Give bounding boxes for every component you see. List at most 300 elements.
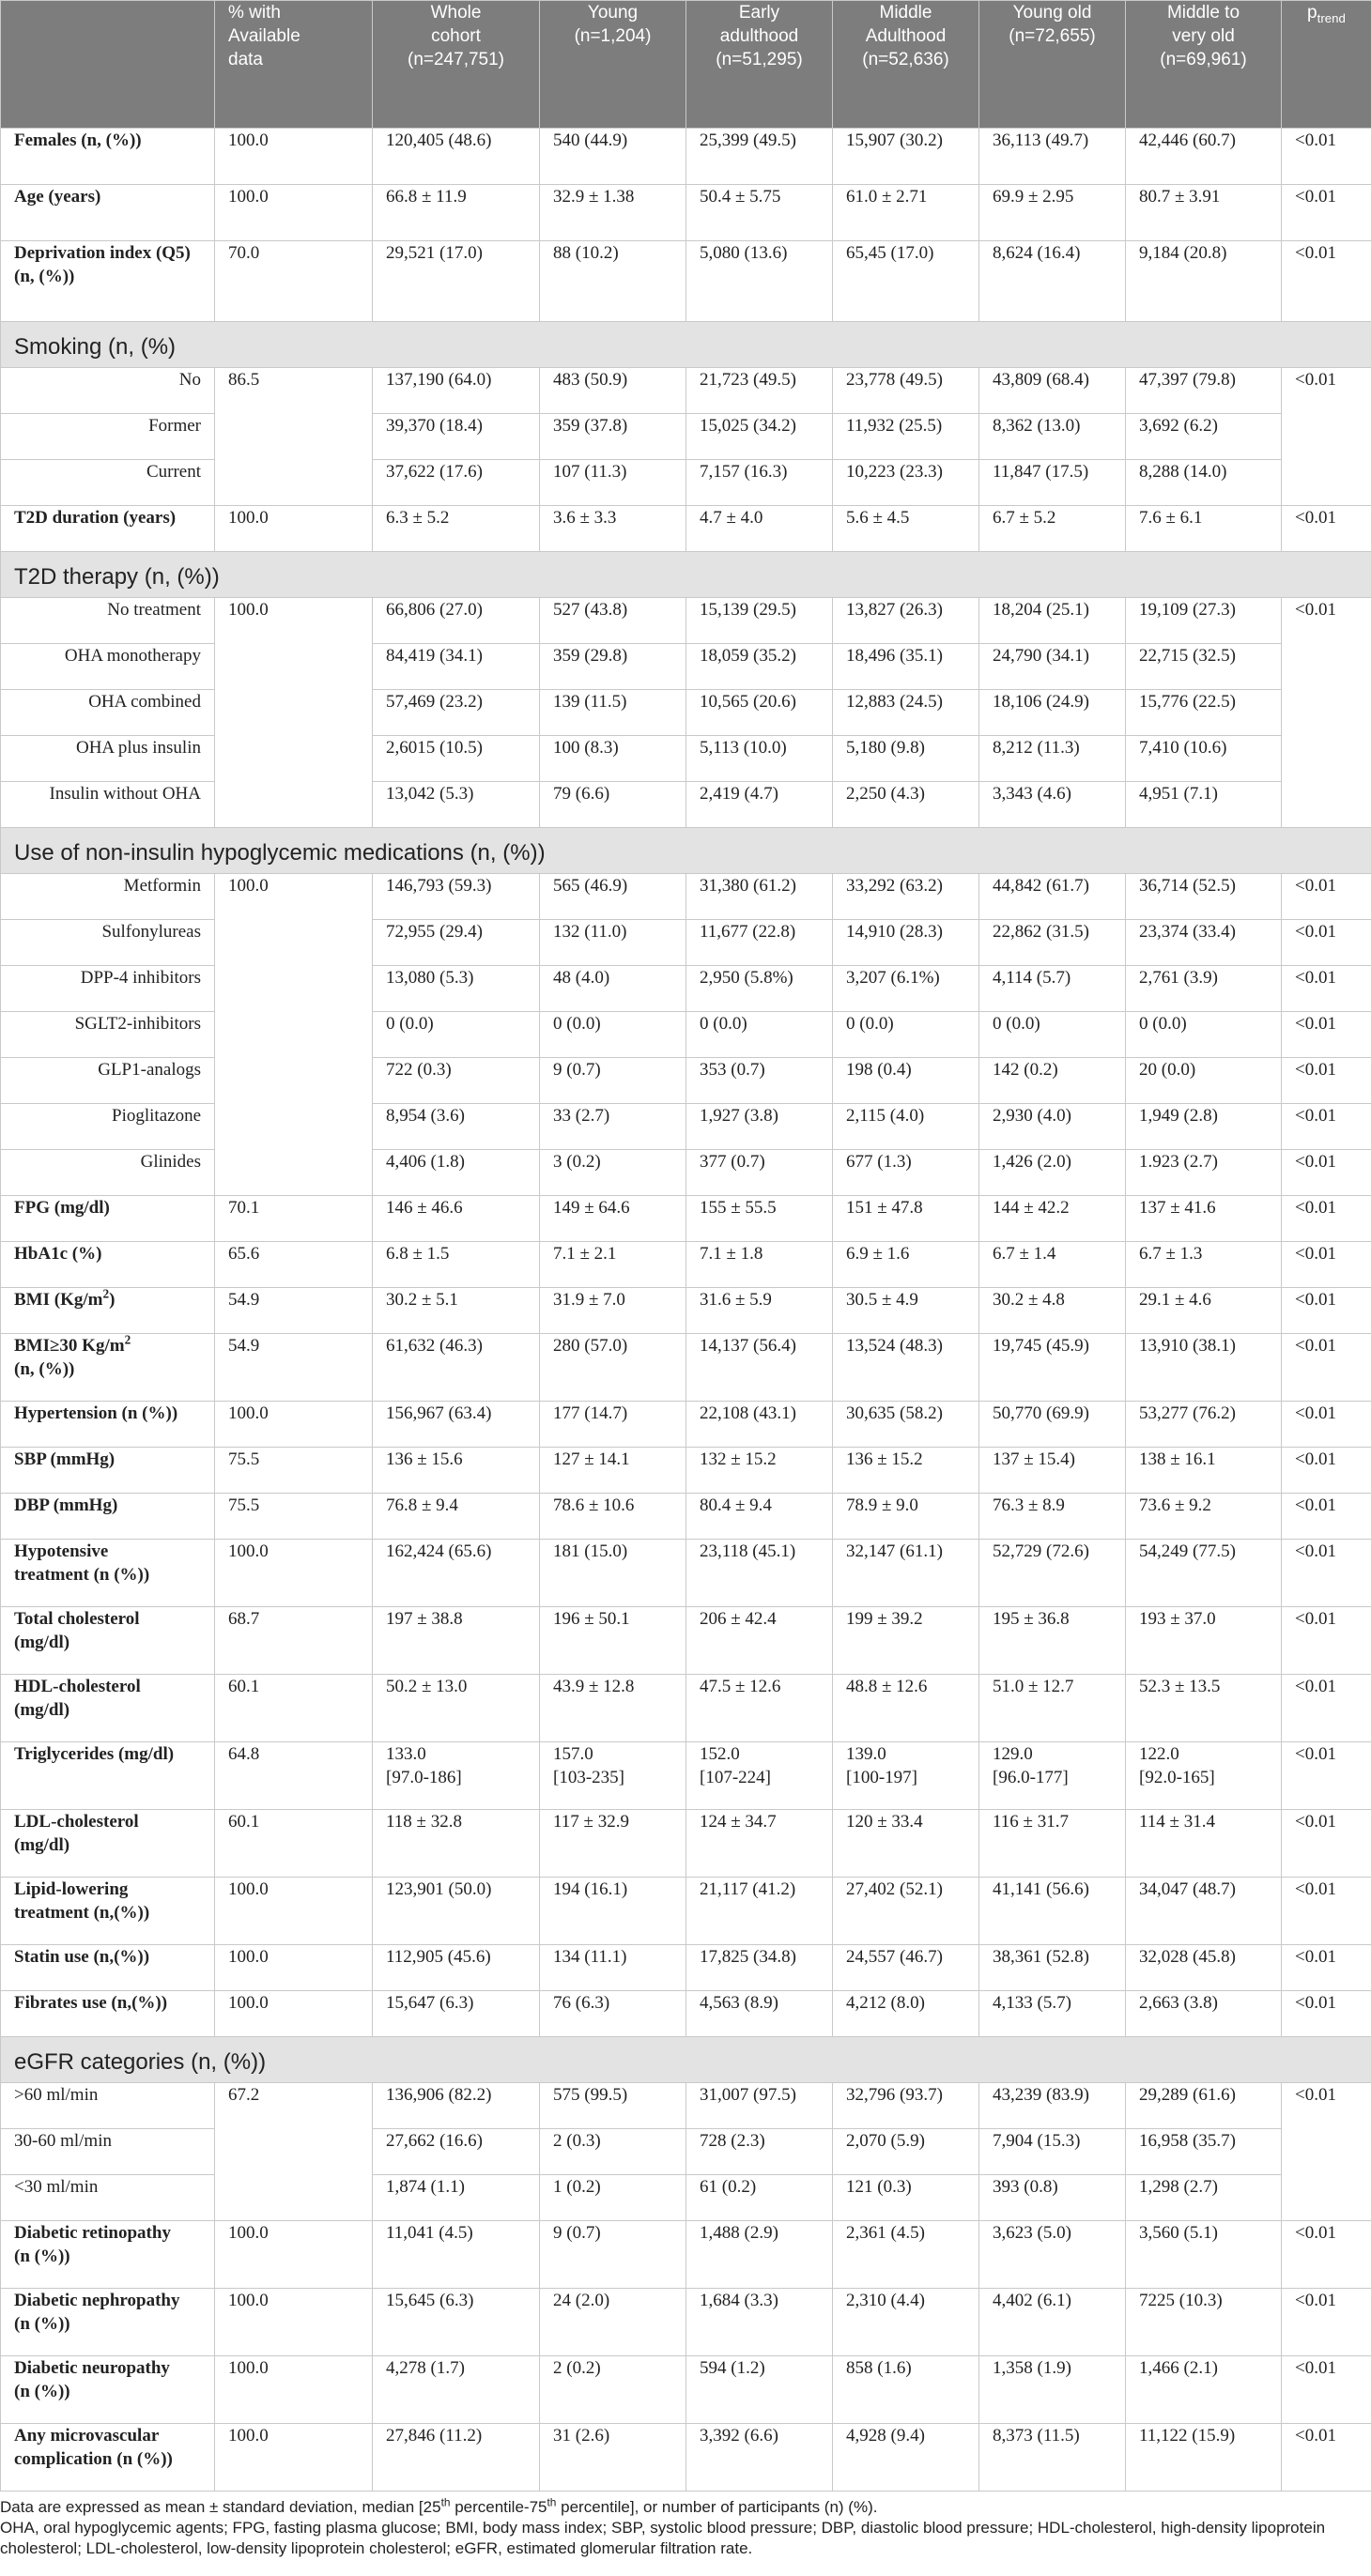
column-header-c8: $p_{trend}$ bbox=[1282, 1, 1371, 129]
table-row bbox=[1, 874, 1371, 920]
availability-cell: 100.0 bbox=[215, 1945, 373, 1991]
value-cell: 80.4 ± 9.4 bbox=[686, 1494, 833, 1540]
footnote-line: OHA, oral hypoglycemic agents; FPG, fasting plasma glucose; BMI, body mass index; SBP, systolic blood pressure; DBP, diastolic blood pressure; HDL-cholesterol, high-density lipoprotein bbox=[0, 2519, 1326, 2537]
value-cell: 136 ± 15.2 bbox=[833, 1448, 979, 1494]
value-cell: 1,466 (2.1) bbox=[1126, 2356, 1282, 2424]
table-row bbox=[1, 690, 1371, 736]
value-cell: 38,361 (52.8) bbox=[979, 1945, 1126, 1991]
value-cell: 47.5 ± 12.6 bbox=[686, 1675, 833, 1742]
availability-cell: 100.0 bbox=[215, 1402, 373, 1448]
value-cell: 41,141 (56.6) bbox=[979, 1878, 1126, 1945]
value-cell: 23,374 (33.4) bbox=[1126, 920, 1282, 966]
table-row bbox=[1, 644, 1371, 690]
section-header bbox=[1, 552, 1371, 598]
value-cell: 195 ± 36.8 bbox=[979, 1607, 1126, 1675]
value-cell: 5,080 (13.6) bbox=[686, 241, 833, 322]
value-cell: 6.8 ± 1.5 bbox=[373, 1242, 540, 1288]
value-cell: 16,958 (35.7) bbox=[1126, 2129, 1282, 2175]
value-cell: 728 (2.3) bbox=[686, 2129, 833, 2175]
row-label: LDL-cholesterol (mg/dl) bbox=[1, 1810, 215, 1878]
p-trend-cell: <0.01 bbox=[1282, 368, 1371, 506]
value-cell: 177 (14.7) bbox=[540, 1402, 686, 1448]
p-trend-cell: <0.01 bbox=[1282, 1196, 1371, 1242]
availability-cell: 75.5 bbox=[215, 1494, 373, 1540]
table-row bbox=[1, 368, 1371, 414]
value-cell: 7,904 (15.3) bbox=[979, 2129, 1126, 2175]
row-label: Females (n, (%)) bbox=[1, 129, 215, 185]
value-cell: 1,298 (2.7) bbox=[1126, 2175, 1282, 2221]
p-trend-cell: <0.01 bbox=[1282, 1540, 1371, 1607]
column-header-c6: Young old (n=72,655) bbox=[979, 1, 1126, 129]
value-cell: 21,117 (41.2) bbox=[686, 1878, 833, 1945]
row-label: OHA plus insulin bbox=[1, 736, 215, 782]
value-cell: 112,905 (45.6) bbox=[373, 1945, 540, 1991]
table-row bbox=[1, 1742, 1371, 1810]
p-trend-cell: <0.01 bbox=[1282, 2356, 1371, 2424]
value-cell: 4,951 (7.1) bbox=[1126, 782, 1282, 828]
value-cell: 15,645 (6.3) bbox=[373, 2289, 540, 2356]
value-cell: 6.7 ± 1.3 bbox=[1126, 1242, 1282, 1288]
value-cell: 61,632 (46.3) bbox=[373, 1334, 540, 1402]
p-trend-cell: <0.01 bbox=[1282, 2289, 1371, 2356]
p-trend-cell: <0.01 bbox=[1282, 1334, 1371, 1402]
value-cell: 151 ± 47.8 bbox=[833, 1196, 979, 1242]
value-cell: 138 ± 16.1 bbox=[1126, 1448, 1282, 1494]
value-cell: 73.6 ± 9.2 bbox=[1126, 1494, 1282, 1540]
value-cell: 80.7 ± 3.91 bbox=[1126, 185, 1282, 241]
p-trend-cell: <0.01 bbox=[1282, 1494, 1371, 1540]
row-label: BMI≥30 $Kg/m^2$ (n, (%)) bbox=[1, 1334, 215, 1402]
value-cell: 31.6 ± 5.9 bbox=[686, 1288, 833, 1334]
p-trend-cell: <0.01 bbox=[1282, 1402, 1371, 1448]
value-cell: 2 (0.2) bbox=[540, 2356, 686, 2424]
value-cell: 18,204 (25.1) bbox=[979, 598, 1126, 644]
value-cell: 7.6 ± 6.1 bbox=[1126, 506, 1282, 552]
value-cell: 6.7 ± 5.2 bbox=[979, 506, 1126, 552]
value-cell: 27,846 (11.2) bbox=[373, 2424, 540, 2492]
value-cell: 136 ± 15.6 bbox=[373, 1448, 540, 1494]
availability-cell: 54.9 bbox=[215, 1334, 373, 1402]
row-label: Metformin bbox=[1, 874, 215, 920]
table-footnotes bbox=[0, 2497, 1371, 2559]
p-trend-cell: <0.01 bbox=[1282, 506, 1371, 552]
value-cell: 575 (99.5) bbox=[540, 2083, 686, 2129]
table-row bbox=[1, 1012, 1371, 1058]
value-cell: 7,157 (16.3) bbox=[686, 460, 833, 506]
availability-cell: 100.0 bbox=[215, 598, 373, 828]
value-cell: 121 (0.3) bbox=[833, 2175, 979, 2221]
row-label: Lipid-lowering treatment (n,(%)) bbox=[1, 1878, 215, 1945]
row-label: Hypertension (n (%)) bbox=[1, 1402, 215, 1448]
value-cell: 359 (29.8) bbox=[540, 644, 686, 690]
value-cell: 61 (0.2) bbox=[686, 2175, 833, 2221]
value-cell: 527 (43.8) bbox=[540, 598, 686, 644]
value-cell: 53,277 (76.2) bbox=[1126, 1402, 1282, 1448]
row-label: Insulin without OHA bbox=[1, 782, 215, 828]
value-cell: 393 (0.8) bbox=[979, 2175, 1126, 2221]
availability-cell: 60.1 bbox=[215, 1810, 373, 1878]
p-trend-cell: <0.01 bbox=[1282, 1991, 1371, 2037]
value-cell: 39,370 (18.4) bbox=[373, 414, 540, 460]
value-cell: 133.0 [97.0-186] bbox=[373, 1742, 540, 1810]
value-cell: 33,292 (63.2) bbox=[833, 874, 979, 920]
value-cell: 2,250 (4.3) bbox=[833, 782, 979, 828]
value-cell: 156,967 (63.4) bbox=[373, 1402, 540, 1448]
header-row bbox=[1, 1, 1371, 129]
row-label: HDL-cholesterol (mg/dl) bbox=[1, 1675, 215, 1742]
value-cell: 117 ± 32.9 bbox=[540, 1810, 686, 1878]
value-cell: 2,761 (3.9) bbox=[1126, 966, 1282, 1012]
p-trend-cell: <0.01 bbox=[1282, 920, 1371, 966]
value-cell: 61.0 ± 2.71 bbox=[833, 185, 979, 241]
table-row bbox=[1, 782, 1371, 828]
value-cell: 15,139 (29.5) bbox=[686, 598, 833, 644]
value-cell: 11,041 (4.5) bbox=[373, 2221, 540, 2289]
value-cell: 31 (2.6) bbox=[540, 2424, 686, 2492]
row-label: Diabetic neuropathy (n (%)) bbox=[1, 2356, 215, 2424]
row-label: OHA monotherapy bbox=[1, 644, 215, 690]
value-cell: 144 ± 42.2 bbox=[979, 1196, 1126, 1242]
value-cell: 30.5 ± 4.9 bbox=[833, 1288, 979, 1334]
value-cell: 78.6 ± 10.6 bbox=[540, 1494, 686, 1540]
value-cell: 4,402 (6.1) bbox=[979, 2289, 1126, 2356]
value-cell: 1,488 (2.9) bbox=[686, 2221, 833, 2289]
value-cell: 152.0 [107-224] bbox=[686, 1742, 833, 1810]
availability-cell: 100.0 bbox=[215, 2424, 373, 2492]
value-cell: 280 (57.0) bbox=[540, 1334, 686, 1402]
availability-cell: 100.0 bbox=[215, 129, 373, 185]
row-label: Age (years) bbox=[1, 185, 215, 241]
value-cell: 116 ± 31.7 bbox=[979, 1810, 1126, 1878]
value-cell: 2,663 (3.8) bbox=[1126, 1991, 1282, 2037]
value-cell: 2,070 (5.9) bbox=[833, 2129, 979, 2175]
value-cell: 84,419 (34.1) bbox=[373, 644, 540, 690]
value-cell: 3,392 (6.6) bbox=[686, 2424, 833, 2492]
table-row bbox=[1, 2289, 1371, 2356]
availability-cell: 60.1 bbox=[215, 1675, 373, 1742]
value-cell: 52.3 ± 13.5 bbox=[1126, 1675, 1282, 1742]
value-cell: 677 (1.3) bbox=[833, 1150, 979, 1196]
section-title: eGFR categories (n, (%)) bbox=[1, 2037, 1371, 2083]
value-cell: 30.2 ± 4.8 bbox=[979, 1288, 1126, 1334]
value-cell: 157.0 [103-235] bbox=[540, 1742, 686, 1810]
value-cell: 13,827 (26.3) bbox=[833, 598, 979, 644]
value-cell: 136,906 (82.2) bbox=[373, 2083, 540, 2129]
row-label: Statin use (n,(%)) bbox=[1, 1945, 215, 1991]
value-cell: 0 (0.0) bbox=[373, 1012, 540, 1058]
value-cell: 3,692 (6.2) bbox=[1126, 414, 1282, 460]
value-cell: 76.8 ± 9.4 bbox=[373, 1494, 540, 1540]
value-cell: 31,380 (61.2) bbox=[686, 874, 833, 920]
value-cell: 196 ± 50.1 bbox=[540, 1607, 686, 1675]
value-cell: 0 (0.0) bbox=[979, 1012, 1126, 1058]
value-cell: 22,862 (31.5) bbox=[979, 920, 1126, 966]
p-trend-cell: <0.01 bbox=[1282, 2083, 1371, 2221]
table-row bbox=[1, 2356, 1371, 2424]
value-cell: 57,469 (23.2) bbox=[373, 690, 540, 736]
value-cell: 142 (0.2) bbox=[979, 1058, 1126, 1104]
value-cell: 29,289 (61.6) bbox=[1126, 2083, 1282, 2129]
row-label: Diabetic nephropathy (n (%)) bbox=[1, 2289, 215, 2356]
p-trend-cell: <0.01 bbox=[1282, 2424, 1371, 2492]
p-trend-cell: <0.01 bbox=[1282, 1242, 1371, 1288]
table-row bbox=[1, 598, 1371, 644]
availability-cell: 70.0 bbox=[215, 241, 373, 322]
table-row bbox=[1, 1196, 1371, 1242]
value-cell: 15,647 (6.3) bbox=[373, 1991, 540, 2037]
value-cell: 4,406 (1.8) bbox=[373, 1150, 540, 1196]
row-label: 30-60 ml/min bbox=[1, 2129, 215, 2175]
row-label: Glinides bbox=[1, 1150, 215, 1196]
value-cell: 52,729 (72.6) bbox=[979, 1540, 1126, 1607]
value-cell: 36,714 (52.5) bbox=[1126, 874, 1282, 920]
value-cell: 194 (16.1) bbox=[540, 1878, 686, 1945]
value-cell: 88 (10.2) bbox=[540, 241, 686, 322]
value-cell: 199 ± 39.2 bbox=[833, 1607, 979, 1675]
value-cell: 137 ± 15.4) bbox=[979, 1448, 1126, 1494]
p-trend-cell: <0.01 bbox=[1282, 598, 1371, 828]
value-cell: 11,122 (15.9) bbox=[1126, 2424, 1282, 2492]
value-cell: 377 (0.7) bbox=[686, 1150, 833, 1196]
table-row bbox=[1, 1878, 1371, 1945]
table-row bbox=[1, 460, 1371, 506]
value-cell: 1,684 (3.3) bbox=[686, 2289, 833, 2356]
p-trend-cell: <0.01 bbox=[1282, 1878, 1371, 1945]
value-cell: 2,950 (5.8%) bbox=[686, 966, 833, 1012]
value-cell: 48.8 ± 12.6 bbox=[833, 1675, 979, 1742]
value-cell: 540 (44.9) bbox=[540, 129, 686, 185]
value-cell: 13,080 (5.3) bbox=[373, 966, 540, 1012]
value-cell: 134 (11.1) bbox=[540, 1945, 686, 1991]
value-cell: 13,524 (48.3) bbox=[833, 1334, 979, 1402]
value-cell: 198 (0.4) bbox=[833, 1058, 979, 1104]
value-cell: 18,496 (35.1) bbox=[833, 644, 979, 690]
value-cell: 31.9 ± 7.0 bbox=[540, 1288, 686, 1334]
value-cell: 19,745 (45.9) bbox=[979, 1334, 1126, 1402]
value-cell: 3,560 (5.1) bbox=[1126, 2221, 1282, 2289]
value-cell: 162,424 (65.6) bbox=[373, 1540, 540, 1607]
value-cell: 123,901 (50.0) bbox=[373, 1878, 540, 1945]
p-trend-cell: <0.01 bbox=[1282, 1104, 1371, 1150]
value-cell: 1,874 (1.1) bbox=[373, 2175, 540, 2221]
column-header-c4: Early adulthood (n=51,295) bbox=[686, 1, 833, 129]
value-cell: 114 ± 31.4 bbox=[1126, 1810, 1282, 1878]
value-cell: 14,137 (56.4) bbox=[686, 1334, 833, 1402]
value-cell: 565 (46.9) bbox=[540, 874, 686, 920]
value-cell: 15,907 (30.2) bbox=[833, 129, 979, 185]
value-cell: 6.9 ± 1.6 bbox=[833, 1242, 979, 1288]
value-cell: 8,212 (11.3) bbox=[979, 736, 1126, 782]
row-label: SGLT2-inhibitors bbox=[1, 1012, 215, 1058]
value-cell: 17,825 (34.8) bbox=[686, 1945, 833, 1991]
value-cell: 139 (11.5) bbox=[540, 690, 686, 736]
value-cell: 18,059 (35.2) bbox=[686, 644, 833, 690]
value-cell: 19,109 (27.3) bbox=[1126, 598, 1282, 644]
table-row bbox=[1, 1402, 1371, 1448]
value-cell: 1,358 (1.9) bbox=[979, 2356, 1126, 2424]
table-row bbox=[1, 920, 1371, 966]
value-cell: 3.6 ± 3.3 bbox=[540, 506, 686, 552]
value-cell: 32,796 (93.7) bbox=[833, 2083, 979, 2129]
value-cell: 50.2 ± 13.0 bbox=[373, 1675, 540, 1742]
table-row bbox=[1, 185, 1371, 241]
value-cell: 15,776 (22.5) bbox=[1126, 690, 1282, 736]
value-cell: 24,790 (34.1) bbox=[979, 644, 1126, 690]
value-cell: 132 ± 15.2 bbox=[686, 1448, 833, 1494]
value-cell: 27,662 (16.6) bbox=[373, 2129, 540, 2175]
row-label: <30 ml/min bbox=[1, 2175, 215, 2221]
value-cell: 8,362 (13.0) bbox=[979, 414, 1126, 460]
value-cell: 107 (11.3) bbox=[540, 460, 686, 506]
availability-cell: 100.0 bbox=[215, 2356, 373, 2424]
table-row bbox=[1, 2129, 1371, 2175]
value-cell: 7225 (10.3) bbox=[1126, 2289, 1282, 2356]
value-cell: 8,373 (11.5) bbox=[979, 2424, 1126, 2492]
table-row bbox=[1, 1242, 1371, 1288]
value-cell: 722 (0.3) bbox=[373, 1058, 540, 1104]
value-cell: 124 ± 34.7 bbox=[686, 1810, 833, 1878]
value-cell: 4,278 (1.7) bbox=[373, 2356, 540, 2424]
availability-cell: 100.0 bbox=[215, 2289, 373, 2356]
value-cell: 7,410 (10.6) bbox=[1126, 736, 1282, 782]
table-row bbox=[1, 414, 1371, 460]
value-cell: 48 (4.0) bbox=[540, 966, 686, 1012]
value-cell: 36,113 (49.7) bbox=[979, 129, 1126, 185]
value-cell: 359 (37.8) bbox=[540, 414, 686, 460]
availability-cell: 54.9 bbox=[215, 1288, 373, 1334]
value-cell: 8,288 (14.0) bbox=[1126, 460, 1282, 506]
value-cell: 23,778 (49.5) bbox=[833, 368, 979, 414]
table-row bbox=[1, 241, 1371, 322]
value-cell: 0 (0.0) bbox=[1126, 1012, 1282, 1058]
p-trend-cell: <0.01 bbox=[1282, 1945, 1371, 1991]
p-trend-cell: <0.01 bbox=[1282, 241, 1371, 322]
p-trend-cell: <0.01 bbox=[1282, 874, 1371, 920]
value-cell: 11,847 (17.5) bbox=[979, 460, 1126, 506]
value-cell: 14,910 (28.3) bbox=[833, 920, 979, 966]
value-cell: 0 (0.0) bbox=[686, 1012, 833, 1058]
value-cell: 4,133 (5.7) bbox=[979, 1991, 1126, 2037]
value-cell: 24 (2.0) bbox=[540, 2289, 686, 2356]
p-trend-cell: <0.01 bbox=[1282, 1058, 1371, 1104]
value-cell: 2,6015 (10.5) bbox=[373, 736, 540, 782]
p-trend-cell: <0.01 bbox=[1282, 129, 1371, 185]
value-cell: 15,025 (34.2) bbox=[686, 414, 833, 460]
value-cell: 10,223 (23.3) bbox=[833, 460, 979, 506]
value-cell: 42,446 (60.7) bbox=[1126, 129, 1282, 185]
value-cell: 149 ± 64.6 bbox=[540, 1196, 686, 1242]
value-cell: 4,114 (5.7) bbox=[979, 966, 1126, 1012]
value-cell: 2,419 (4.7) bbox=[686, 782, 833, 828]
column-header-c0 bbox=[1, 1, 215, 129]
section-header bbox=[1, 322, 1371, 368]
p-trend-cell: <0.01 bbox=[1282, 1288, 1371, 1334]
value-cell: 27,402 (52.1) bbox=[833, 1878, 979, 1945]
value-cell: 44,842 (61.7) bbox=[979, 874, 1126, 920]
value-cell: 25,399 (49.5) bbox=[686, 129, 833, 185]
value-cell: 1 (0.2) bbox=[540, 2175, 686, 2221]
table-row bbox=[1, 506, 1371, 552]
value-cell: 30.2 ± 5.1 bbox=[373, 1288, 540, 1334]
row-label: >60 ml/min bbox=[1, 2083, 215, 2129]
availability-cell: 100.0 bbox=[215, 874, 373, 1196]
value-cell: 6.3 ± 5.2 bbox=[373, 506, 540, 552]
value-cell: 79 (6.6) bbox=[540, 782, 686, 828]
table-row bbox=[1, 2083, 1371, 2129]
value-cell: 66.8 ± 11.9 bbox=[373, 185, 540, 241]
value-cell: 4,928 (9.4) bbox=[833, 2424, 979, 2492]
value-cell: 50,770 (69.9) bbox=[979, 1402, 1126, 1448]
table-row bbox=[1, 1288, 1371, 1334]
availability-cell: 65.6 bbox=[215, 1242, 373, 1288]
section-title: T2D therapy (n, (%)) bbox=[1, 552, 1371, 598]
value-cell: 858 (1.6) bbox=[833, 2356, 979, 2424]
value-cell: 37,622 (17.6) bbox=[373, 460, 540, 506]
value-cell: 32,147 (61.1) bbox=[833, 1540, 979, 1607]
value-cell: 12,883 (24.5) bbox=[833, 690, 979, 736]
row-label: Sulfonylureas bbox=[1, 920, 215, 966]
value-cell: 4,212 (8.0) bbox=[833, 1991, 979, 2037]
table-row bbox=[1, 1945, 1371, 1991]
value-cell: 122.0 [92.0-165] bbox=[1126, 1742, 1282, 1810]
value-cell: 594 (1.2) bbox=[686, 2356, 833, 2424]
value-cell: 13,910 (38.1) bbox=[1126, 1334, 1282, 1402]
row-label: OHA combined bbox=[1, 690, 215, 736]
row-label: DBP (mmHg) bbox=[1, 1494, 215, 1540]
value-cell: 11,677 (22.8) bbox=[686, 920, 833, 966]
p-trend-cell: <0.01 bbox=[1282, 1448, 1371, 1494]
table-row bbox=[1, 1607, 1371, 1675]
p-trend-cell: <0.01 bbox=[1282, 1810, 1371, 1878]
row-label: Hypotensive treatment (n (%)) bbox=[1, 1540, 215, 1607]
value-cell: 2 (0.3) bbox=[540, 2129, 686, 2175]
value-cell: 120 ± 33.4 bbox=[833, 1810, 979, 1878]
row-label: Triglycerides (mg/dl) bbox=[1, 1742, 215, 1810]
value-cell: 2,930 (4.0) bbox=[979, 1104, 1126, 1150]
row-label: Current bbox=[1, 460, 215, 506]
availability-cell: 86.5 bbox=[215, 368, 373, 506]
value-cell: 8,954 (3.6) bbox=[373, 1104, 540, 1150]
value-cell: 7.1 ± 2.1 bbox=[540, 1242, 686, 1288]
value-cell: 353 (0.7) bbox=[686, 1058, 833, 1104]
availability-cell: 70.1 bbox=[215, 1196, 373, 1242]
p-trend-cell: <0.01 bbox=[1282, 1742, 1371, 1810]
value-cell: 31,007 (97.5) bbox=[686, 2083, 833, 2129]
p-trend-cell: <0.01 bbox=[1282, 1150, 1371, 1196]
value-cell: 34,047 (48.7) bbox=[1126, 1878, 1282, 1945]
row-label: Total cholesterol (mg/dl) bbox=[1, 1607, 215, 1675]
table-row bbox=[1, 2424, 1371, 2492]
availability-cell: 64.8 bbox=[215, 1742, 373, 1810]
value-cell: 1.923 (2.7) bbox=[1126, 1150, 1282, 1196]
value-cell: 0 (0.0) bbox=[833, 1012, 979, 1058]
table-row bbox=[1, 129, 1371, 185]
column-header-c7: Middle to very old (n=69,961) bbox=[1126, 1, 1282, 129]
row-label: DPP-4 inhibitors bbox=[1, 966, 215, 1012]
value-cell: 2,115 (4.0) bbox=[833, 1104, 979, 1150]
value-cell: 206 ± 42.4 bbox=[686, 1607, 833, 1675]
value-cell: 1,927 (3.8) bbox=[686, 1104, 833, 1150]
table-row bbox=[1, 1448, 1371, 1494]
value-cell: 21,723 (49.5) bbox=[686, 368, 833, 414]
value-cell: 22,715 (32.5) bbox=[1126, 644, 1282, 690]
row-label: BMI $(Kg/m^2)$ bbox=[1, 1288, 215, 1334]
value-cell: 3,207 (6.1%) bbox=[833, 966, 979, 1012]
value-cell: 3,343 (4.6) bbox=[979, 782, 1126, 828]
availability-cell: 100.0 bbox=[215, 2221, 373, 2289]
value-cell: 29,521 (17.0) bbox=[373, 241, 540, 322]
value-cell: 4,563 (8.9) bbox=[686, 1991, 833, 2037]
